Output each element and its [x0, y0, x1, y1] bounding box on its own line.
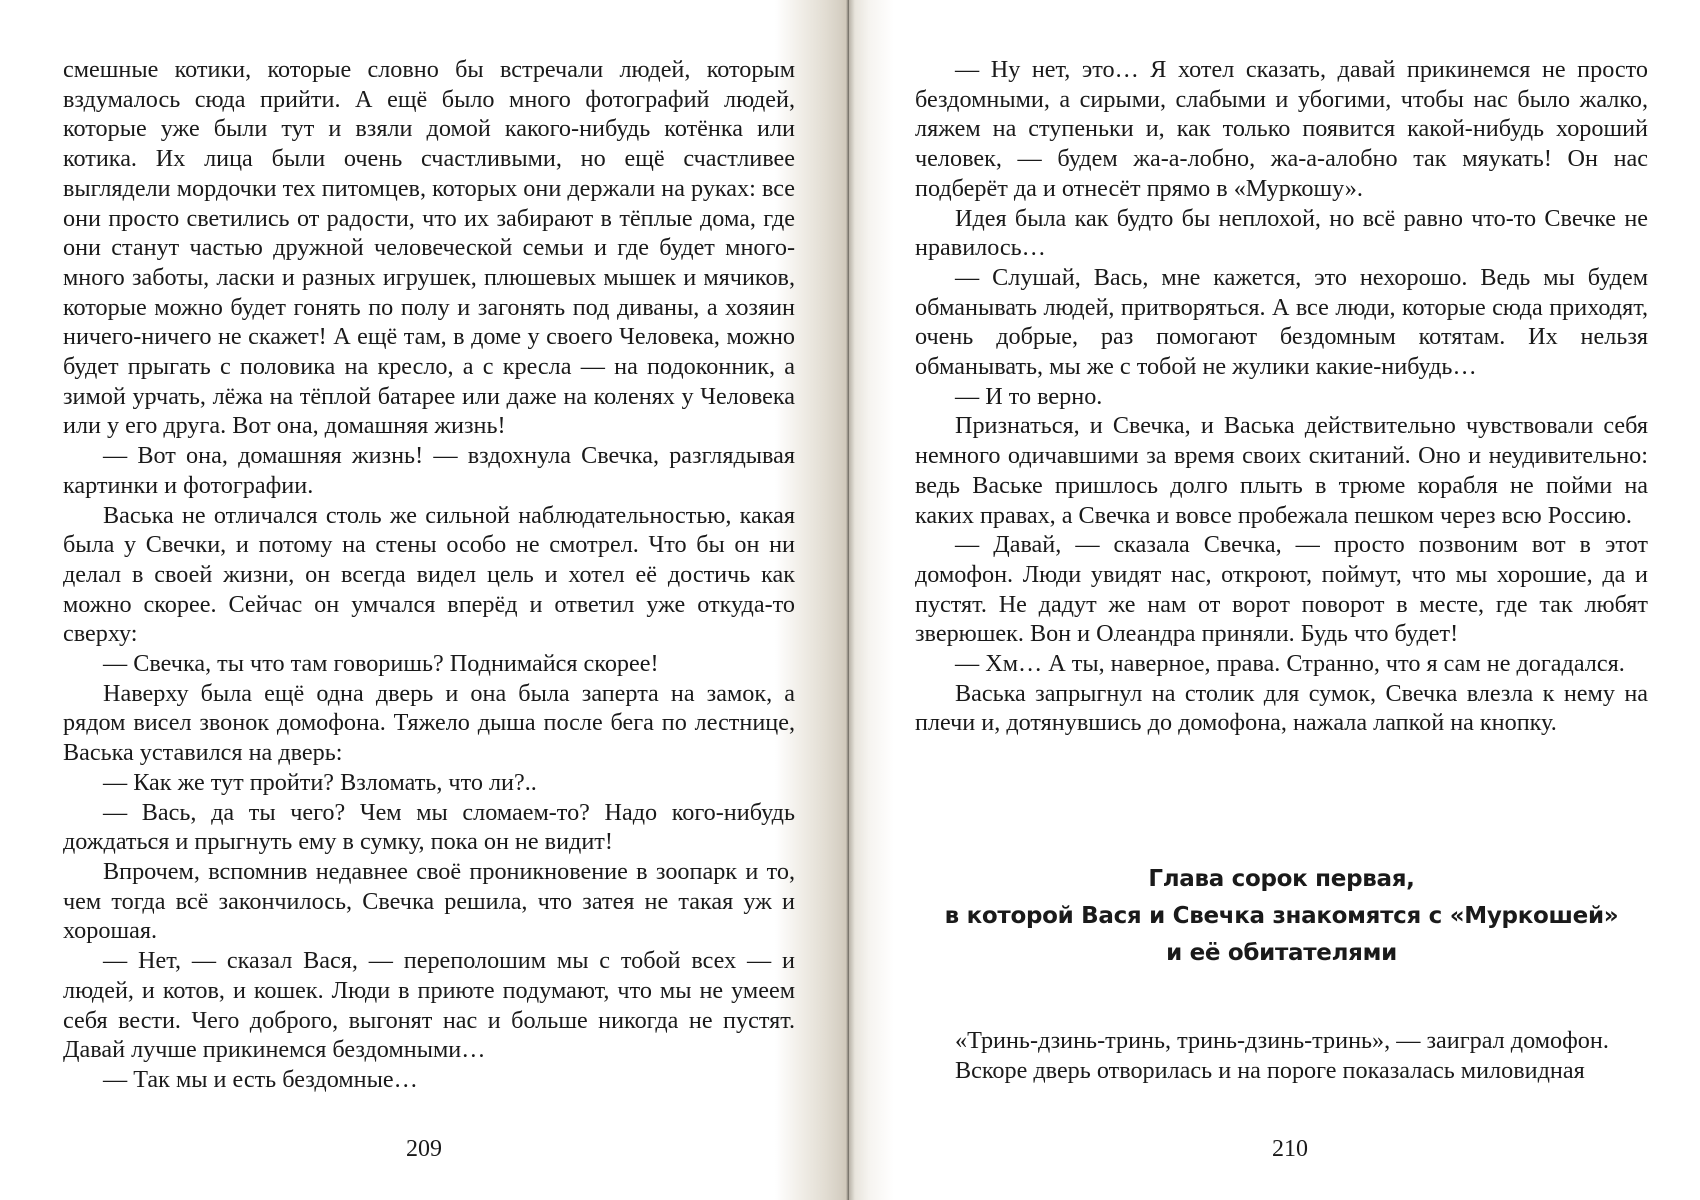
paragraph: — Давай, — сказала Свечка, — просто позвоним вот в этот домофон. Люди увидят нас, откроют, поймут, что мы хорошие, да и пустят. Не дадут же нам от ворот поворот в месте, где так любят зверюшек. Вон и Олеандра приняли. Будь что будет! — [915, 531, 1648, 648]
paragraph: — Вот она, домашняя жизнь! — вздохнула Свечка, разглядывая картинки и фотографии. — [63, 442, 795, 499]
paragraph: — И то верно. — [955, 382, 1103, 410]
page-number-right: 210 — [1272, 1136, 1308, 1162]
paragraph: — Вась, да ты чего? Чем мы сломаем-то? Надо кого-нибудь дождаться и прыгнуть ему в сумку, пока он не видит! — [63, 798, 795, 856]
paragraph: Васька запрыгнул на столик для сумок, Свечка влезла к нему на плечи и, дотянувшись до домофона, нажала лапкой на кнопку. — [915, 679, 1648, 737]
paragraph: — Как же тут пройти? Взломать, что ли?.. — [103, 768, 537, 796]
paragraph: — Слушай, Вась, мне кажется, это нехорошо. Ведь мы будем обманывать людей, притворяться. А все люди, которые сюда приходят, очень добрые, раз помогают бездомным котятам. Их нельзя обманывать, мы же с тобой не жулики какие-нибудь… — [915, 263, 1648, 381]
chapter-heading — [915, 861, 1648, 972]
paragraph: — Так мы и есть бездомные… — [103, 1065, 418, 1093]
chapter-title: Глава сорок первая, — [1148, 866, 1415, 892]
chapter-subtitle-line: и её обитателями — [1166, 940, 1397, 966]
left-page-text — [63, 55, 795, 1095]
left-page — [0, 0, 849, 1200]
paragraph: — Хм… А ты, наверное, права. Странно, что я сам не догадался. — [955, 650, 1625, 678]
paragraph: смешные котики, которые словно бы встречали людей, которым вздумалось сюда прийти. А ещё было много фотографий людей, которые уже были тут и взяли домой какого-нибудь котёнка или котика. Их лица были очень счастливыми, но ещё счастливее выглядели мордочки тех питомцев, которых они держали на руках: все они просто светились от радости, что их забирают в тёплые дома, где они станут частью дружной человеческой семьи и где будет много-много заботы, ласки и разных игрушек, плюшевых мышек и мячиков, которые можно будет гонять по полу и загонять под диваны, а хозяин ничего-ничего не скажет! А ещё там, в доме у своего Человека, можно будет прыгать с половика на кресло, а с кресла — на подоконник, а зимой урчать, лёжа на тёплой батарее или даже на коленях у Человека или у его друга. Вот она, домашняя жизнь! — [63, 56, 795, 440]
paragraph: Наверху была ещё одна дверь и она была заперта на замок, а рядом висел звонок домофона. Тяжело дыша после бега по лестнице, Васька уставился на дверь: — [63, 679, 795, 767]
chapter-text — [915, 1026, 1648, 1085]
paragraph: Признаться, и Свечка, и Васька действительно чувствовали себя немного одичавшими за время своих скитаний. Оно и неудивительно: ведь Ваське пришлось долго плыть в трюме корабля не пойми на каких правах, а Свечка и вовсе пробежала пешком через всю Россию. — [915, 412, 1648, 529]
right-page-text — [915, 55, 1648, 738]
paragraph: Васька не отличался столь же сильной наблюдательностью, какая была у Свечки, и потому на стены особо не смотрел. Что бы он ни делал в своей жизни, он всегда видел цель и хотел её достичь как можно скорее. Сейчас он умчался вперёд и ответил уже откуда-то сверху: — [63, 501, 795, 648]
paragraph: — Нет, — сказал Вася, — переполошим мы с тобой всех — и людей, и котов, и кошек. Люди в приюте подумают, что мы не умеем себя вести. Чего доброго, выгонят нас и больше никогда не пустят. Давай лучше прикинемся бездомными… — [63, 947, 795, 1064]
paragraph: Вскоре дверь отворилась и на пороге показалась миловидная — [955, 1056, 1585, 1084]
paragraph: — Свечка, ты что там говоришь? Поднимайся скорее! — [103, 650, 659, 678]
paragraph: Впрочем, вспомнив недавнее своё проникновение в зоопарк и то, чем тогда всё закончилось, Свечка решила, что затея не такая уж и хорошая. — [63, 857, 795, 945]
paragraph: «Тринь-дзинь-тринь, тринь-дзинь-тринь», — заиграл домофон. — [955, 1027, 1609, 1054]
paragraph: Идея была как будто бы неплохой, но всё равно что-то Свечке не нравилось… — [915, 204, 1648, 262]
chapter-subtitle-line: в которой Вася и Свечка знакомятся с «Муркошей» — [944, 903, 1619, 929]
paragraph: — Ну нет, это… Я хотел сказать, давай прикинемся не просто бездомными, а сирыми, слабыми и убогими, чтобы нас было жалко, ляжем на ступеньки и, как только появится какой-нибудь хороший человек, — будем жа-а-лобно, жа-а-алобно так мяукать! Он нас подберёт да и отнесёт прямо в «Муркошу». — [915, 56, 1648, 202]
page-number-left: 209 — [406, 1136, 442, 1162]
